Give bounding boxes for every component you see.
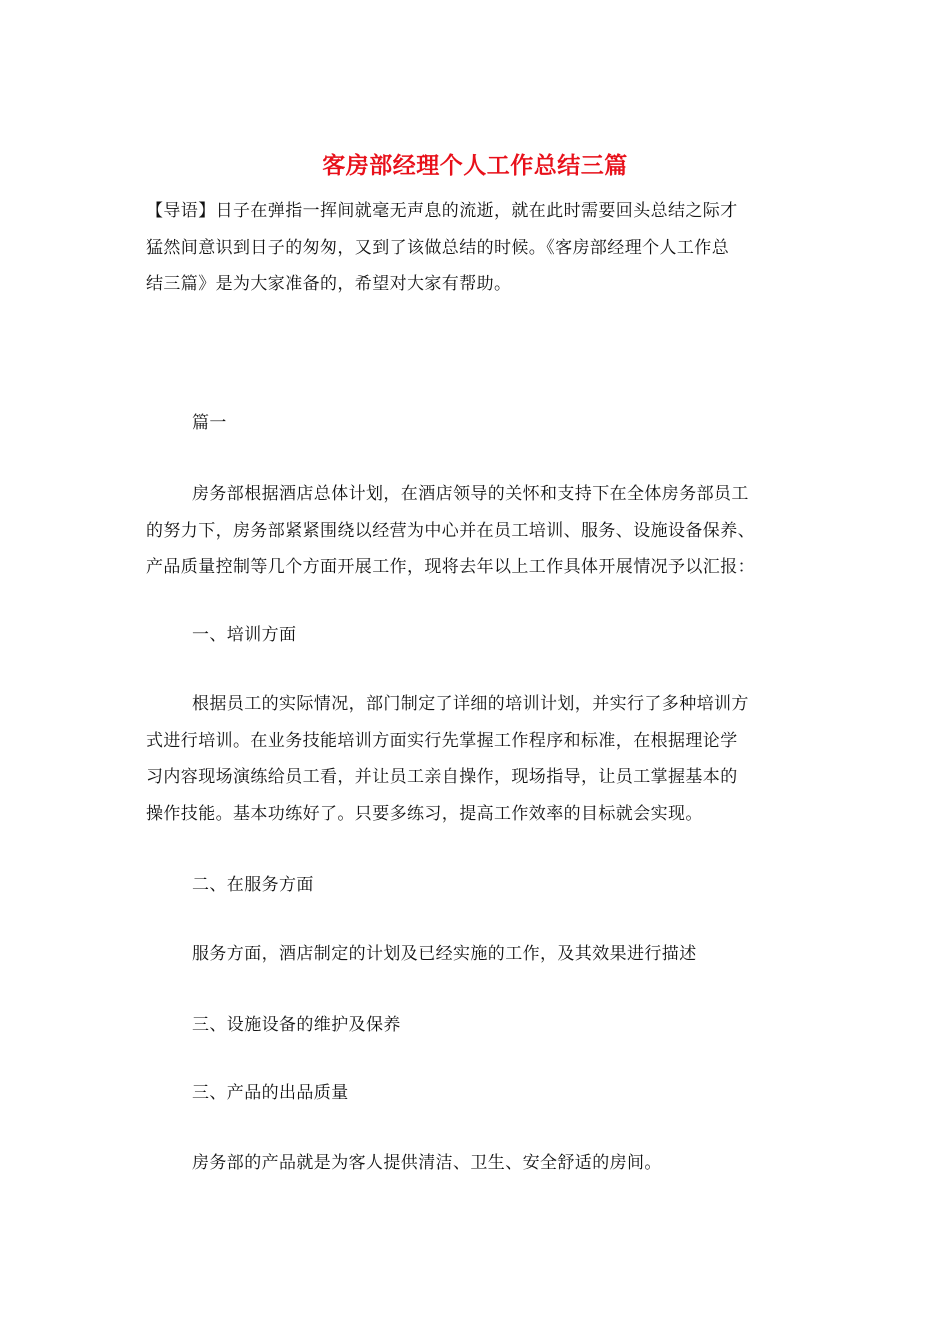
- heading-3-block: [146, 1007, 806, 1044]
- paragraph-line: 服务方面，酒店制定的计划及已经实施的工作，及其效果进行描述: [192, 944, 697, 964]
- intro-line: 【导语】日子在弹指一挥间就毫无声息的流逝，就在此时需要回头总结之际才: [146, 201, 738, 221]
- paragraph-line: 习内容现场演练给员工看，并让员工亲自操作，现场指导，让员工掌握基本的: [146, 767, 738, 787]
- heading-4-block: [146, 1075, 806, 1112]
- paragraph-line: 的努力下，房务部紧紧围绕以经营为中心并在员工培训、服务、设施设备保养、: [146, 520, 755, 541]
- paragraph-line: 房务部的产品就是为客人提供清洁、卫生、安全舒适的房间。: [192, 1153, 662, 1173]
- intro-line: 猛然间意识到日子的匆匆，又到了该做总结的时候。《客房部经理个人工作总: [146, 237, 730, 258]
- paragraph-1: [146, 476, 806, 586]
- heading-1-block: [146, 617, 806, 654]
- paragraph-3: [146, 936, 806, 973]
- paragraph-line: 房务部根据酒店总体计划，在酒店领导的关怀和支持下在全体房务部员工: [192, 484, 749, 504]
- section-heading: 篇一: [192, 413, 227, 433]
- paragraph-4: [146, 1145, 806, 1182]
- paragraph-line: 操作技能。基本功练好了。只要多练习，提高工作效率的目标就会实现。: [146, 803, 703, 824]
- paragraph-line: 式进行培训。在业务技能培训方面实行先掌握工作程序和标准，在根据理论学: [146, 730, 738, 751]
- sub-heading-training: 一、培训方面: [192, 625, 297, 645]
- intro-line: 结三篇》是为大家准备的，希望对大家有帮助。: [146, 274, 512, 294]
- sub-heading-service: 二、在服务方面: [192, 875, 314, 895]
- heading-2-block: [146, 867, 806, 904]
- sub-heading-product-quality: 三、产品的出品质量: [192, 1083, 349, 1103]
- paragraph-2: [146, 686, 806, 832]
- paragraph-line: 根据员工的实际情况，部门制定了详细的培训计划，并实行了多种培训方: [192, 694, 749, 714]
- sub-heading-facilities: 三、设施设备的维护及保养: [192, 1015, 401, 1035]
- section-heading-block: [146, 405, 806, 442]
- intro-paragraph: [146, 193, 806, 303]
- paragraph-line: 产品质量控制等几个方面开展工作，现将去年以上工作具体开展情况予以汇报：: [146, 557, 755, 577]
- document-title: 客房部经理个人工作总结三篇: [322, 152, 628, 179]
